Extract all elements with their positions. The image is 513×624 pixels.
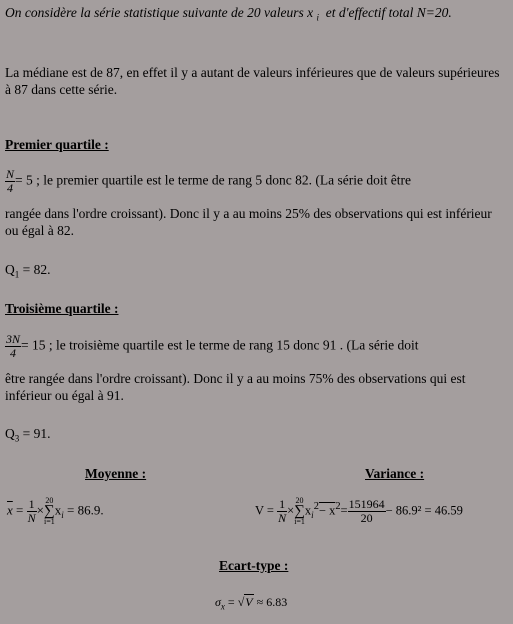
mean-frac-den: N	[27, 511, 36, 525]
median-paragraph: La médiane est de 87, en effet il y a autant de valeurs inférieures que de valeurs supérieures à 87 dans cette série.	[5, 65, 500, 97]
variance-formula	[255, 497, 463, 526]
variance-term: x	[304, 503, 312, 518]
variance-sum	[294, 497, 305, 526]
q3-frac-num: 3N	[6, 332, 21, 346]
variance-num: 151964	[348, 497, 385, 511]
variance-sum-top: 20	[295, 496, 304, 505]
intro-text: On considère la série statistique suivante de 20 valeurs x	[5, 5, 314, 20]
mean-result: = 86.9.	[66, 502, 104, 518]
q3-frac-den: 4	[10, 346, 16, 360]
document	[5, 0, 510, 624]
variance-value-fraction	[348, 498, 386, 525]
variance-frac-num: 1	[277, 498, 287, 512]
variance-heading: Variance :	[365, 466, 425, 481]
q3-result: = 91.	[22, 426, 51, 441]
q1-symbol: Q	[5, 262, 15, 277]
mean-frac-num: 1	[27, 498, 37, 512]
variance-den: 20	[360, 511, 373, 525]
stdev-radicand: V	[245, 595, 253, 609]
mean-fraction	[27, 498, 37, 525]
q1-line-text: = 5 ; le premier quartile est le terme de rang 5 donc 82. (La série doit être	[15, 172, 411, 188]
stdev-heading: Ecart-type :	[219, 558, 289, 573]
variance-minus-xbar: − x	[318, 503, 336, 518]
mean-sum-top: 20	[45, 496, 54, 505]
q1-frac-den: 4	[7, 181, 13, 195]
mean-times: ×	[36, 502, 44, 518]
q1-value	[5, 261, 505, 284]
variance-fraction	[277, 498, 287, 525]
intro-text-2: et d'effectif total N=20.	[325, 5, 452, 20]
stdev-result: ≈ 6.83	[256, 595, 288, 609]
q1-fraction	[5, 168, 15, 195]
variance-frac-den: N	[278, 511, 287, 525]
mean-term-sub: i	[61, 510, 64, 521]
q3-symbol-sub: 3	[14, 433, 20, 444]
q3-line	[5, 333, 505, 360]
q3-heading: Troisième quartile :	[5, 301, 119, 316]
q3-line-text: = 15 ; le troisième quartile est le terme de rang 15 donc 91 . (La série doit	[21, 337, 419, 353]
mean-sum-bottom: i=1	[43, 517, 55, 526]
mean-formula	[7, 497, 104, 526]
stdev-equals: =	[227, 595, 235, 609]
variance-lhs: V =	[255, 503, 274, 518]
q1-heading: Premier quartile :	[5, 137, 109, 152]
variance-result: − 86.9² = 46.59	[385, 503, 463, 518]
mean-heading: Moyenne :	[85, 466, 147, 481]
stdev-sigma-sub: x	[220, 601, 225, 612]
intro-paragraph	[5, 4, 505, 27]
mean-sum	[44, 497, 55, 526]
q3-symbol: Q	[5, 426, 15, 441]
q1-wrap-text: rangée dans l'ordre croissant). Donc il y a au moins 25% des observations qui est inférieur ou égal à 82.	[5, 206, 492, 238]
q1-line	[5, 168, 505, 195]
q3-wrap-text: être rangée dans l'ordre croissant). Donc il y a au moins 75% des observations qui est inférieur ou égal à 91.	[5, 371, 466, 403]
mean-term: x	[54, 502, 62, 518]
mean-sum-sign: ∑	[44, 503, 55, 519]
variance-xbar-sup: 2	[335, 501, 341, 513]
variance-term-sub: i	[311, 509, 314, 520]
q1-result: = 82.	[22, 262, 51, 277]
variance-term-sup: 2	[313, 501, 319, 513]
mean-xbar: $\overline{x}$	[7, 502, 13, 518]
q3-value	[5, 425, 505, 448]
q1-frac-num: N	[6, 167, 15, 181]
sqrt-icon: √	[237, 595, 245, 609]
variance-sum-sign: ∑	[294, 503, 305, 519]
q3-fraction	[5, 333, 21, 360]
variance-sum-bottom: i=1	[294, 517, 305, 526]
stdev-sigma: σ	[215, 595, 221, 609]
stdev-formula	[215, 594, 287, 615]
variance-times: ×	[287, 503, 295, 518]
q1-symbol-sub: 1	[14, 269, 20, 280]
variance-equals: =	[340, 503, 348, 518]
mean-equals: =	[16, 502, 24, 518]
intro-subscript: i	[316, 12, 319, 23]
